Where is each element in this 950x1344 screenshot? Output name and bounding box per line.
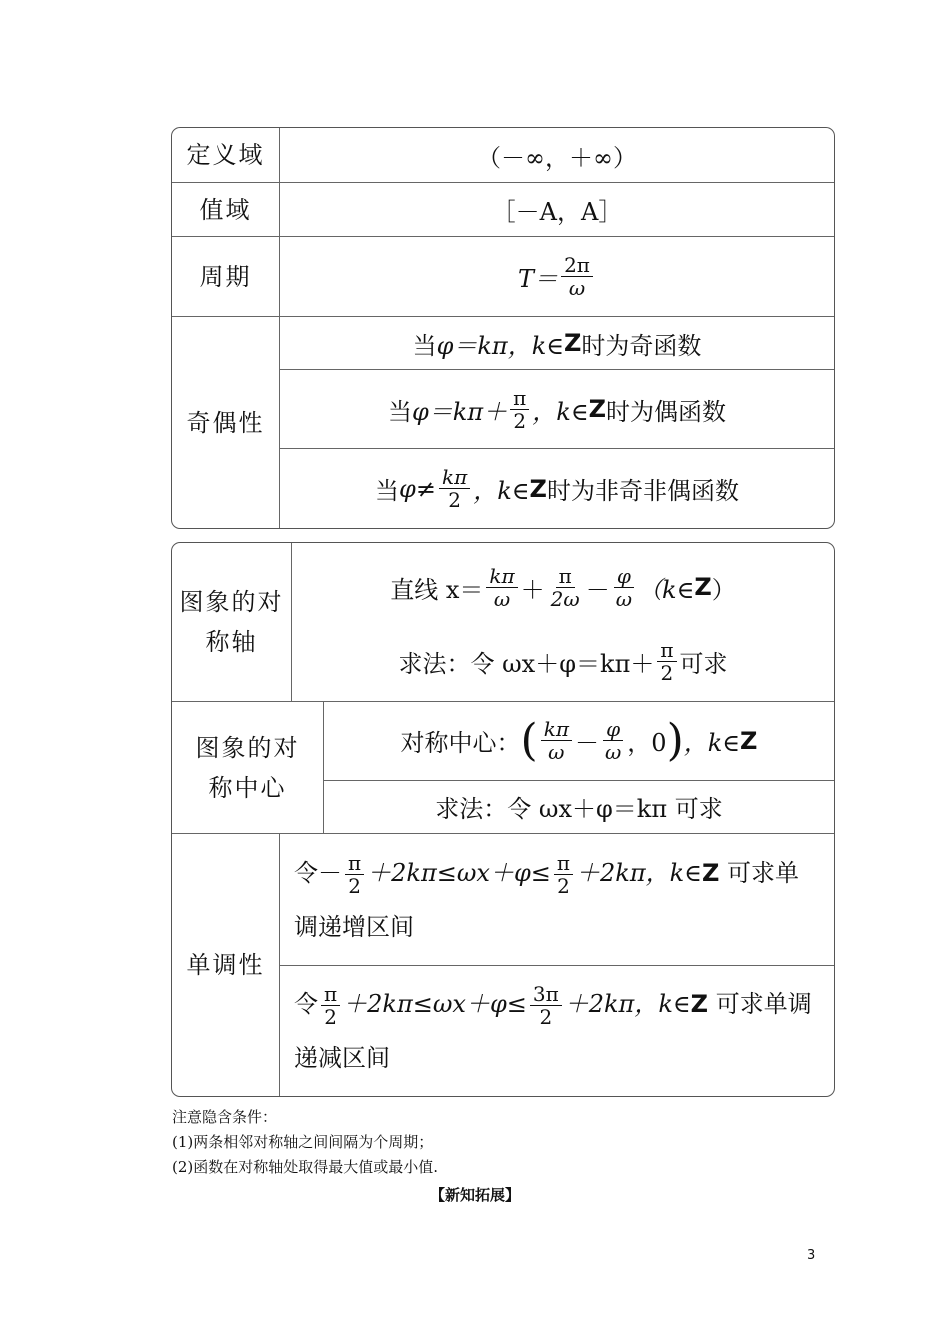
neither-mid: ，k∈ — [473, 477, 530, 506]
axis-f2-num: π — [556, 565, 575, 588]
axis-tail: （k∈ — [638, 575, 695, 604]
parity-row — [172, 316, 834, 528]
axis-f3-den: ω — [615, 586, 633, 611]
axis-line-pre: 直线 x＝ — [390, 575, 484, 604]
domain-value: （－∞，＋∞） — [477, 143, 637, 172]
decreasing-interval — [280, 965, 834, 1096]
even-pre: 当 — [388, 397, 412, 426]
inc-fraction-1 — [345, 852, 364, 897]
center-fraction-2 — [602, 718, 624, 763]
dec-b: ＋2kπ≤ωx＋φ≤ — [343, 990, 527, 1018]
section-heading: 【新知拓展】 — [429, 1186, 520, 1204]
dec-num-1: π — [321, 983, 340, 1006]
center-f2-num: φ — [603, 718, 623, 741]
odd-pre: 当 — [412, 331, 437, 360]
period-T: T＝ — [518, 265, 559, 293]
center-f2-den: ω — [604, 740, 622, 765]
even-post: 时为偶函数 — [606, 397, 726, 426]
axis-method-pre: 求法：令 ωx＋φ＝kπ＋ — [398, 650, 655, 679]
monotonic-row — [172, 833, 834, 1096]
neither-post: 时为非奇非偶函数 — [546, 477, 739, 506]
neither-z: Z — [529, 474, 547, 503]
dec-num-2: 3π — [530, 983, 562, 1006]
domain-row — [172, 128, 834, 182]
center-f1-num: kπ — [541, 718, 572, 741]
neither-pre: 当 — [375, 477, 400, 506]
center-fraction-1 — [541, 718, 572, 763]
notes-item-2: (2)函数在对称轴处取得最大值或最小值. — [172, 1158, 439, 1176]
period-denominator: ω — [568, 276, 586, 300]
neither-fraction — [439, 466, 470, 511]
axis-method-fraction — [657, 639, 676, 684]
period-numerator: 2π — [561, 254, 593, 277]
parity-odd — [280, 317, 834, 369]
center-method: 求法：令 ωx＋φ＝kπ 可求 — [324, 780, 834, 833]
axis-fraction-3 — [613, 565, 635, 610]
inc-b: ＋2kπ≤ωx＋φ≤ — [367, 858, 551, 887]
center-row — [172, 701, 834, 833]
axis-close: ） — [711, 575, 736, 604]
axis-f3-num: φ — [614, 565, 634, 588]
center-right-paren: ) — [666, 714, 684, 766]
axis-z: Z — [694, 573, 712, 602]
inc-c: ＋2kπ，k∈ — [576, 858, 702, 887]
domain-label: 定义域 — [172, 128, 280, 182]
inc-fraction-2 — [554, 852, 573, 897]
parity-even — [280, 369, 834, 448]
axis-method-num: π — [657, 639, 676, 662]
axis-f2-den: 2ω — [550, 586, 580, 611]
center-minus: － — [574, 729, 599, 758]
range-row — [172, 182, 834, 236]
dec-fraction-2 — [530, 983, 562, 1028]
center-mid: ，k∈ — [683, 729, 741, 758]
center-zero: ，0 — [627, 729, 667, 758]
axis-formula — [292, 552, 834, 622]
inc-d: 可求单调递增区间 — [294, 858, 799, 941]
notes-item-1: (1)两条相邻对称轴之间间隔为个周期； — [172, 1133, 434, 1151]
even-z: Z — [588, 395, 606, 424]
center-pre: 对称中心： — [400, 729, 521, 758]
center-formula — [324, 702, 834, 780]
axis-minus: － — [585, 575, 610, 604]
axis-f1-den: ω — [493, 586, 511, 611]
axis-f1-num: kπ — [486, 565, 517, 588]
even-denominator: 2 — [513, 408, 527, 433]
period-label: 周期 — [172, 237, 280, 316]
parity-label: 奇偶性 — [172, 317, 280, 528]
period-row — [172, 236, 834, 316]
range-label: 值域 — [172, 183, 280, 236]
even-mid: ，k∈ — [532, 397, 589, 426]
even-numerator: π — [510, 387, 529, 410]
inc-a: 令－ — [294, 858, 342, 887]
neither-expr: φ≠ — [399, 474, 436, 503]
inc-num-2: π — [554, 852, 573, 875]
axis-method-post: 可求 — [679, 650, 728, 679]
axis-fraction-1 — [486, 565, 517, 610]
neither-numerator: kπ — [439, 466, 470, 489]
dec-den-2: 2 — [539, 1005, 553, 1029]
odd-expr: φ＝kπ，k∈ — [436, 331, 565, 360]
monotonic-label: 单调性 — [172, 834, 280, 1096]
dec-c: ＋2kπ，k∈ — [564, 990, 691, 1018]
center-f1-den: ω — [548, 740, 565, 765]
axis-plus: ＋ — [520, 575, 545, 604]
inc-num-1: π — [345, 852, 364, 875]
properties-table-1 — [171, 127, 835, 529]
axis-row — [172, 543, 834, 701]
center-left-paren: ( — [520, 714, 538, 766]
properties-table-2 — [171, 542, 835, 1097]
axis-label: 图象的对称轴 — [172, 543, 292, 701]
inc-den-2: 2 — [557, 873, 570, 898]
period-value — [280, 237, 834, 316]
dec-a: 令 — [294, 990, 318, 1018]
inc-z: Z — [701, 858, 720, 887]
odd-post: 时为奇函数 — [581, 331, 702, 360]
neither-denominator: 2 — [448, 488, 461, 513]
even-expr: φ＝kπ＋ — [412, 397, 508, 426]
even-fraction — [510, 387, 529, 432]
center-label: 图象的对称中心 — [172, 702, 324, 833]
dec-d: 可求单调递减区间 — [294, 990, 812, 1072]
odd-z: Z — [564, 329, 582, 358]
parity-neither — [280, 448, 834, 528]
dec-fraction-1 — [321, 983, 340, 1028]
axis-method-den: 2 — [660, 661, 674, 686]
period-fraction — [561, 254, 593, 299]
axis-fraction-2 — [548, 565, 583, 610]
increasing-interval — [280, 834, 834, 965]
dec-z: Z — [690, 990, 709, 1018]
page-number: 3 — [807, 1248, 816, 1263]
range-value: ［－A，A］ — [491, 198, 623, 226]
notes-title: 注意隐含条件： — [172, 1108, 278, 1126]
center-z: Z — [740, 726, 758, 755]
inc-den-1: 2 — [348, 873, 361, 898]
dec-den-1: 2 — [324, 1005, 337, 1029]
axis-method — [292, 632, 834, 692]
